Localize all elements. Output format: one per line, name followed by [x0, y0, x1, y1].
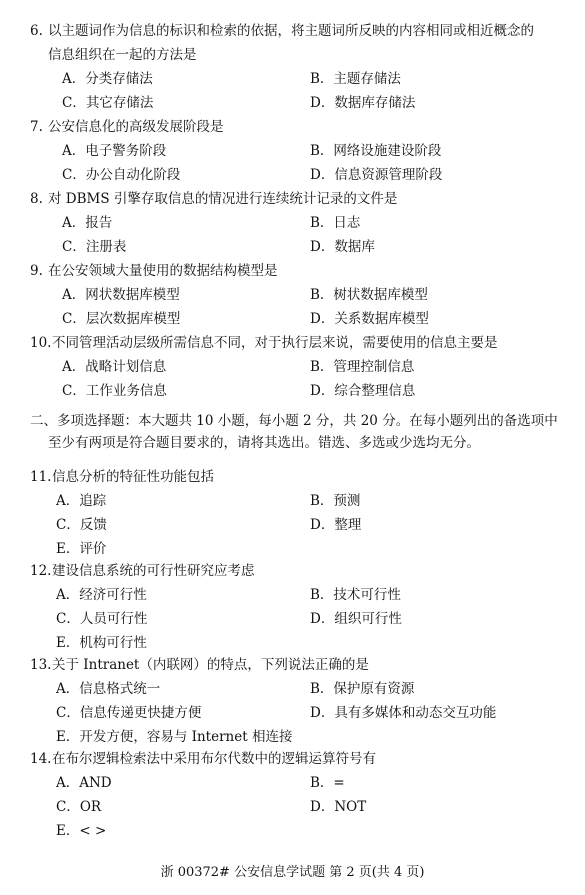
question-number: 13.	[30, 657, 52, 673]
option-a: A．网状数据库模型	[62, 287, 180, 303]
option-b: B．保护原有资源	[310, 681, 415, 697]
option-e: E．评价	[56, 541, 107, 557]
option-a: A．AND	[56, 775, 112, 791]
option-c: C．办公自动化阶段	[62, 167, 181, 183]
question-number: 10.	[30, 335, 52, 351]
option-a: A．经济可行性	[56, 587, 147, 603]
question-text: 在布尔逻辑检索法中采用布尔代数中的逻辑运算符号有	[52, 751, 376, 767]
option-a: A．报告	[62, 215, 113, 231]
question-text-line2: 信息组织在一起的方法是	[48, 47, 197, 63]
option-e: E．开发方便，容易与 Internet 相连接	[56, 729, 293, 745]
option-d: D．信息资源管理阶段	[310, 167, 443, 183]
option-c: C．OR	[56, 799, 102, 815]
question-text: 以主题词作为信息的标识和检索的依据，将主题词所反映的内容相同或相近概念的	[48, 23, 534, 39]
option-c: C．层次数据库模型	[62, 311, 181, 327]
option-c: C．其它存储法	[62, 95, 154, 111]
page-footer: 浙 00372# 公安信息学试题 第 2 页(共 4 页)	[160, 865, 425, 880]
question-number: 12.	[30, 563, 52, 579]
question-number: 14.	[30, 751, 52, 767]
question-text: 信息分析的特征性功能包括	[52, 469, 214, 485]
question-text: 关于 Intranet（内联网）的特点，下列说法正确的是	[52, 657, 369, 673]
option-b: B．管理控制信息	[310, 359, 415, 375]
option-d: D．关系数据库模型	[310, 311, 429, 327]
option-a: A．电子警务阶段	[62, 143, 167, 159]
option-b: B．=	[310, 775, 345, 791]
option-b: B．日志	[310, 215, 361, 231]
option-d: D．数据库	[310, 239, 375, 255]
question-number: 9.	[30, 263, 43, 279]
section-heading-line2: 至少有两项是符合题目要求的，请将其选出。错选、多选或少选均无分。	[48, 435, 480, 451]
option-a: A．信息格式统一	[56, 681, 161, 697]
option-b: B．主题存储法	[310, 71, 401, 87]
option-d: D．数据库存储法	[310, 95, 416, 111]
question-text: 在公安领域大量使用的数据结构模型是	[48, 263, 278, 279]
option-b: B．树状数据库模型	[310, 287, 428, 303]
option-c: C．反馈	[56, 517, 107, 533]
option-a: A．战略计划信息	[62, 359, 167, 375]
option-d: D．综合整理信息	[310, 383, 416, 399]
question-text: 建设信息系统的可行性研究应考虑	[52, 563, 255, 579]
option-c: C．注册表	[62, 239, 127, 255]
option-d: D．组织可行性	[310, 611, 402, 627]
question-text: 对 DBMS 引擎存取信息的情况进行连续统计记录的文件是	[48, 191, 398, 207]
option-c: C．工作业务信息	[62, 383, 167, 399]
option-b: B．网络设施建设阶段	[310, 143, 442, 159]
option-b: B．预测	[310, 493, 361, 509]
option-b: B．技术可行性	[310, 587, 401, 603]
question-number: 7.	[30, 119, 43, 135]
option-d: D．整理	[310, 517, 362, 533]
option-d: D．具有多媒体和动态交互功能	[310, 705, 497, 721]
question-number: 11.	[30, 469, 52, 485]
option-c: C．人员可行性	[56, 611, 148, 627]
option-c: C．信息传递更快捷方便	[56, 705, 202, 721]
option-a: A．追踪	[56, 493, 107, 509]
question-number: 8.	[30, 191, 43, 207]
question-text: 公安信息化的高级发展阶段是	[48, 119, 224, 135]
section-heading: 二、多项选择题：本大题共 10 小题，每小题 2 分，共 20 分。在每小题列出的备选项中	[30, 413, 558, 429]
question-number: 6.	[30, 23, 43, 39]
option-e: E．机构可行性	[56, 635, 147, 651]
question-text: 不同管理活动层级所需信息不同，对于执行层来说，需要使用的信息主要是	[52, 335, 498, 351]
option-a: A．分类存储法	[62, 71, 153, 87]
option-e: E．< >	[56, 823, 107, 839]
option-d: D．NOT	[310, 799, 367, 815]
